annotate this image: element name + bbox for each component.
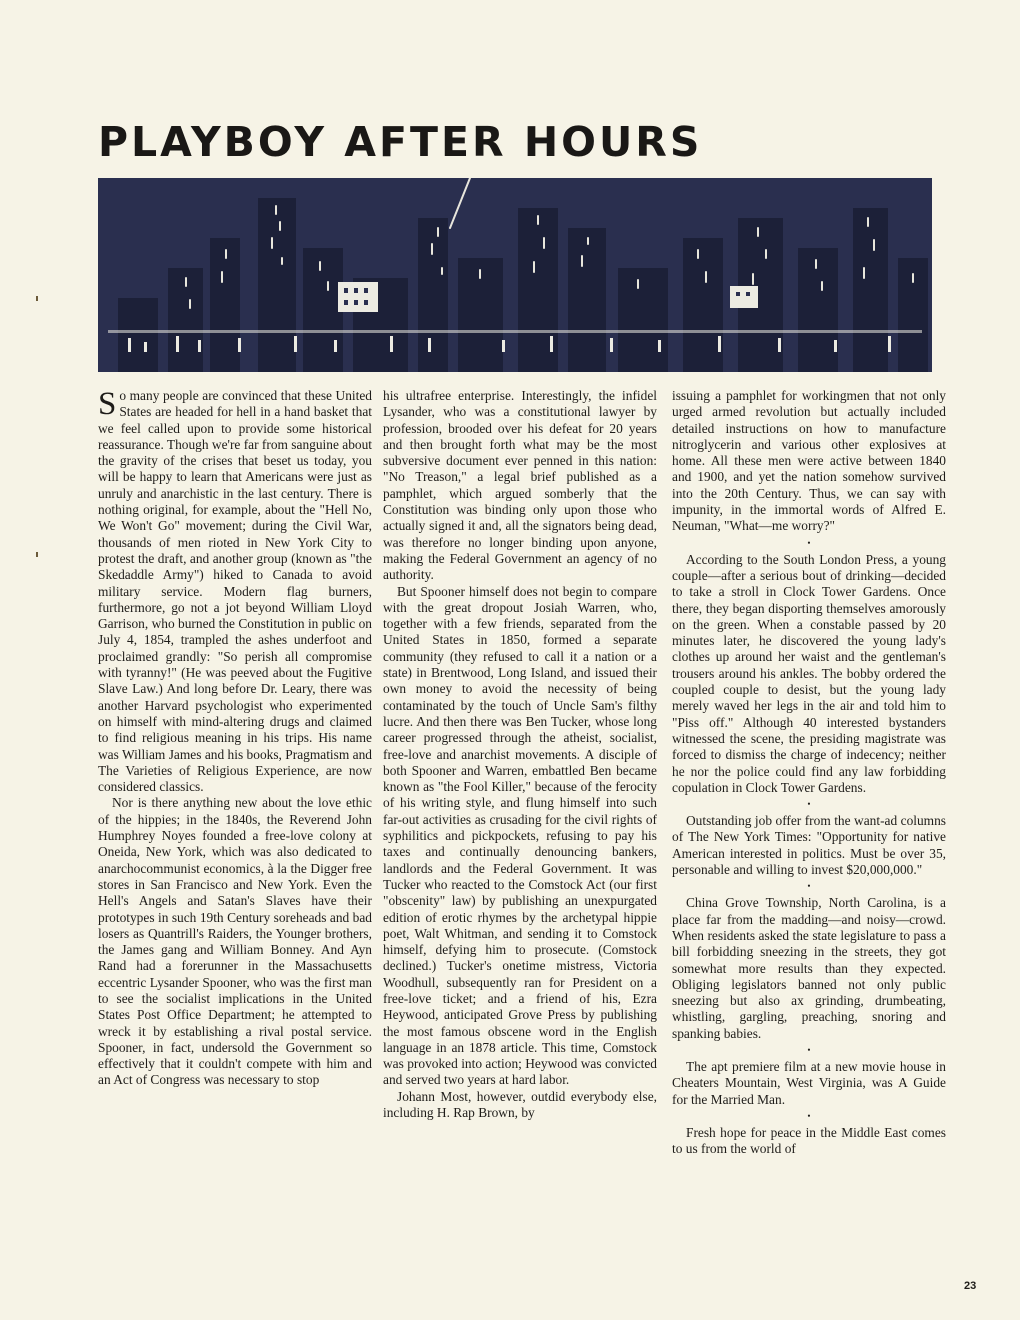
article-column-1 [98,388,372,1089]
article-column-2 [383,388,657,1121]
margin-mark [36,552,38,557]
article-paragraph: According to the South London Press, a young couple—after a serious bout of drinking—decided to take a stroll in Clock Tower Gardens. Once there, they began disporting themselves amorously on the green. When a constable passed by 20 minutes later, he discovered the young lady's clothes up around her waist and the gentleman's trousers around his ankles. The bobby ordered the coupled couple to desist, but the young lady merely waved her legs in the air and told him to "Piss off." Although 40 interested bystanders witnessed the scene, the presiding magistrate was forced to dismiss the charge of indecency; neither he nor the police could find any law forbidding copulation in Clock Tower Gardens. [672,551,946,795]
article-paragraph: issuing a pamphlet for workingmen that not only urged armed revolution but actually included detailed instructions on how to manufacture nitroglycerin and various other explosives at home. All these men were active between 1840 and 1900, and yet the nation somehow survived into the 20th Century. Thus, we can say with impunity, in the immortal words of Alfred E. Neuman, "What—me worry?" [672,388,946,534]
page-number: 23 [964,1280,977,1292]
item-separator-bullet: • [807,1110,811,1121]
article-paragraph: China Grove Township, North Carolina, is a place far from the madding—and noisy—crowd. When residents asked the state legislature to pass a bill forbidding sneezing in the streets, they got somewhat more results than they expected. Obliging legislators banned not only public sneezing but also ax grinding, drumbeating, whistling, gargling, preaching, snoring and spanking babies. [672,895,946,1041]
article-paragraph: Johann Most, however, outdid everybody else, including H. Rap Brown, by [383,1088,657,1121]
item-separator-bullet: • [807,1044,811,1055]
article-paragraph [98,388,372,795]
page-title: PLAYBOY AFTER HOURS [98,118,703,166]
drop-cap: S [98,386,117,422]
city-skyline-illustration [98,178,932,372]
paragraph-text: o many people are convinced that these United States are headed for hell in a hand basket that we feel called upon to provide some historical reassurance. Though we're far from sanguine about the gravity of the crises that beset us today, you will be happy to learn that Americans were just as unruly and anarchistic in the last century. There is nothing original, for example, about the "Hell No, We Won't Go" movement; during the Civil War, thousands of men rioted in New York City to protest the draft, and another group (known as "the Skedaddle Army") hiked to Canada to avoid military service. Modern flag burners, furthermore, go not a jot beyond William Lloyd Garrison, who burned the Constitution in public on July 4, 1854, trampled the ashes underfoot and proclaimed grandly: "So perish all compromise with tyranny!" (He was peeved about the Fugitive Slave Law.) And long before Dr. Leary, there was another Harvard psychologist who experimented on himself with mind-altering drugs and claimed to find religious meaning in his trips. His name was William James and his books, Pragmatism and The Varieties of Religious Experience, are now considered classics. [98,388,372,795]
item-separator-bullet: • [807,881,811,892]
skyline-drawing [98,178,932,372]
article-paragraph: But Spooner himself does not begin to compare with the great dropout Josiah Warren, who, together with a few friends, separated from the United States in 1850, formed a separate community (they refused to call it a nation or a state) in Brentwood, Long Island, and issued their own money to avoid the necessity of being contaminated by the touch of Uncle Sam's filthy lucre. And then there was Ben Tucker, whose long career progressed through the atheist, socialist, free-love and anarchist movements. A disciple of both Spooner and Warren, embattled Ben became known as "the Fool Killer," because of the ferocity of his writing style, and flung himself into such far-out activities as crusading for the civil rights of syphilitics and pickpockets, refusing to pay his taxes and continually denouncing bankers, landlords and the Federal Government. It was Tucker who reacted to the Comstock Act (our first "obscenity" law) by publishing an unexpurgated edition of erotic rhymes by the archetypal hippie poet, Walt Whitman, and sending it to Comstock himself, defying him to prosecute. (Comstock declined.) Tucker's onetime mistress, Victoria Woodhull, subsequently ran for President on a free-love ticket; and a friend of his, Ezra Heywood, anticipated Grove Press by publishing the most famous obscene word in the English language in an 1878 article. This time, Comstock was provoked into action; Heywood was convicted and served two years at hard labor. [383,583,657,1088]
article-column-3 [672,388,946,1157]
article-paragraph: The apt premiere film at a new movie house in Cheaters Mountain, West Virginia, was A Guide for the Married Man. [672,1058,946,1107]
item-separator-bullet: • [807,799,811,810]
margin-mark [36,296,38,301]
article-paragraph: Nor is there anything new about the love ethic of the hippies; in the 1840s, the Reverend John Humphrey Noyes founded a free-love colony at Oneida, New York, which was also dedicated to anarchocommunist economics, à la the Digger free stores in San Francisco and New York. Even the Hell's Angels and Satan's Slaves have their prototypes in such 19th Century soreheads and bad losers as Quantrill's Raiders, the Younger brothers, the James gang and William Bonney. And Ayn Rand had a forerunner in the Massachusetts eccentric Lysander Spooner, who was the first man to see the socialist implications in the United States Post Office Department; he attempted to wreck it by establishing a rival postal service. Spooner, in fact, undersold the Government so effectively that it couldn't compete with him and an Act of Congress was necessary to stop [98,795,372,1088]
article-paragraph: Outstanding job offer from the want-ad columns of The New York Times: "Opportunity for native American interested in politics. Must be over 35, personable and willing to invest $20,000,000." [672,813,946,878]
article-paragraph: Fresh hope for peace in the Middle East comes to us from the world of [672,1124,946,1157]
article-paragraph: his ultrafree enterprise. Interestingly, the infidel Lysander, who was a constitutional lawyer by profession, brooded over his defeat for 20 years and then brought forth what may be the most subversive document ever penned in this nation: "No Treason," a legal brief published as a pamphlet, which argued somberly that the Constitution was binding only upon those who actually signed it and, all the signators being dead, was therefore no longer binding upon anyone, making the Federal Government an agency of no authority. [383,388,657,583]
item-separator-bullet: • [807,537,811,548]
